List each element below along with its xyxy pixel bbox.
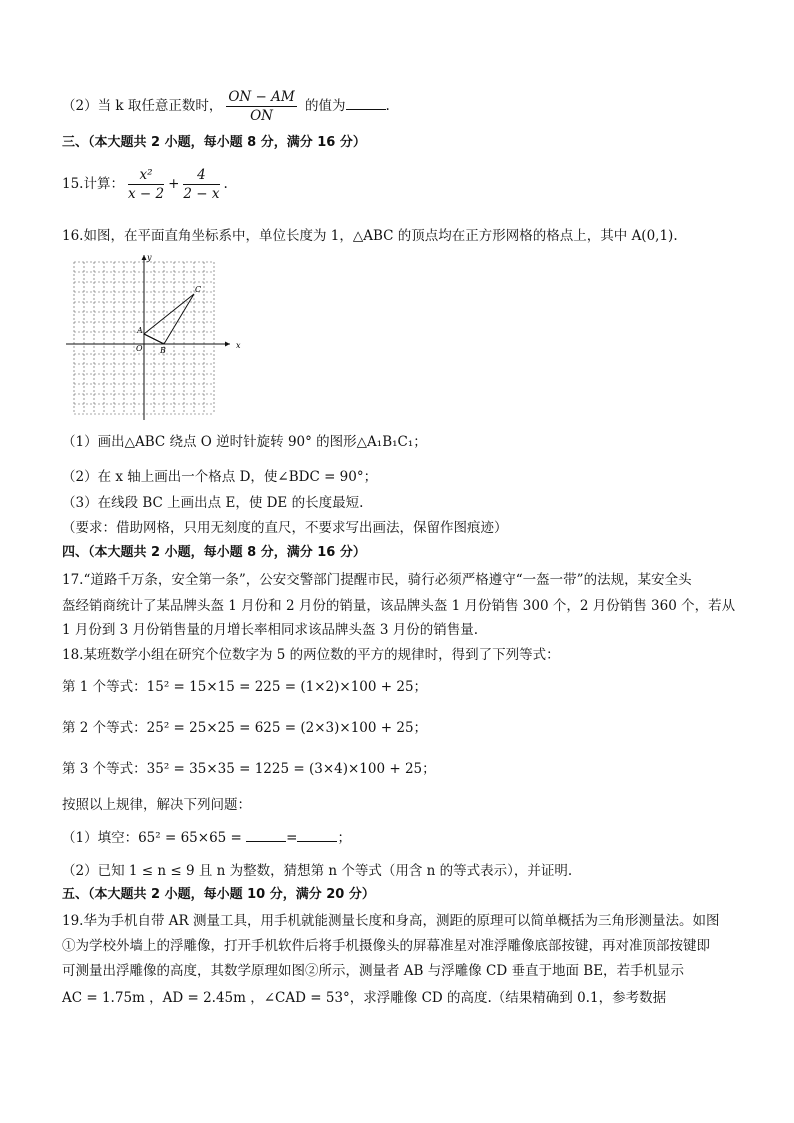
q18-blank-2 xyxy=(297,829,337,842)
q15-end: . xyxy=(223,176,228,192)
triangle-abc xyxy=(144,294,194,344)
q19-line-3: 可测量出浮雕像的高度，其数学原理如图②所示，测量者 AB 与浮雕像 CD 垂直于地面 BE，若手机显示 xyxy=(62,963,685,979)
q14-prefix: （2）当 k 取任意正数时， xyxy=(62,98,223,114)
q19-line-1: 19.华为手机自带 AR 测量工具，用手机就能测量长度和身高，测距的原理可以简单概括为三角形测量法。如图 xyxy=(62,913,720,929)
q16-item-2: （2）在 x 轴上画出一个格点 D，使∠BDC = 90°； xyxy=(62,469,378,485)
q15-plus: + xyxy=(168,176,180,192)
q14-numerator: ON − AM xyxy=(228,89,295,105)
q15-fraction-1 xyxy=(128,166,164,203)
q18-equation-2: 第 2 个等式：25² = 25×25 = 625 = (2×3)×100 + 25； xyxy=(62,720,428,736)
q14-denominator: ON xyxy=(250,108,273,124)
q15-den1: x − 2 xyxy=(127,186,165,202)
q14-part2 xyxy=(62,88,734,125)
q19-line-4: AC = 1.75m ，AD = 2.45m ，∠CAD = 53°，求浮雕像 CD 的高度.（结果精确到 0.1，参考数据 xyxy=(62,990,667,1006)
q18-part1-prefix: （1）填空：65² = 65×65 = xyxy=(62,830,247,846)
q14-end: . xyxy=(385,98,390,114)
origin-label: O xyxy=(136,344,143,353)
q18-intro: 18.某班数学小组在研究个位数字为 5 的两位数的平方的规律时，得到了下列等式： xyxy=(62,647,560,663)
q16-text: 16.如图，在平面直角坐标系中，单位长度为 1，△ABC 的顶点均在正方形网格的格点上，其中 A(0,1). xyxy=(62,228,678,244)
q18-equation-3: 第 3 个等式：35² = 35×35 = 1225 = (3×4)×100 + 25； xyxy=(62,761,436,777)
point-b-label: B xyxy=(160,346,166,355)
section-5-heading: 五、（本大题共 2 小题，每小题 10 分，满分 20 分） xyxy=(62,887,375,902)
q14-answer-blank xyxy=(346,97,386,110)
q17-line-2: 盔经销商统计了某品牌头盔 1 月份和 2 月份的销量，该品牌头盔 1 月份销售 300 个，2 月份销售 360 个，若从 xyxy=(62,598,736,614)
q15-den2: 2 − x xyxy=(183,186,220,202)
section-4-heading: 四、（本大题共 2 小题，每小题 8 分，满分 16 分） xyxy=(62,545,366,560)
q19-line-2: ①为学校外墙上的浮雕像，打开手机软件后将手机摄像头的屏幕准星对准浮雕像底部按键，再对准顶部按键即 xyxy=(62,938,710,954)
point-a-label: A xyxy=(137,326,143,335)
q16-requirement: （要求：借助网格，只用无刻度的直尺，不要求写出画法，保留作图痕迹） xyxy=(62,520,508,536)
x-axis-arrow xyxy=(225,342,230,347)
q18-part1-equals: = xyxy=(286,830,298,846)
q18-part1 xyxy=(62,828,734,848)
q17-line-1: 17.“道路千万条，安全第一条”，公安交警部门提醒市民，骑行必须严格遵守“一盔一带”的法规，某安全头 xyxy=(62,572,692,588)
q16-item-3: （3）在线段 BC 上画出点 E，使 DE 的长度最短. xyxy=(62,495,364,511)
q18-equation-1: 第 1 个等式：15² = 15×15 = 225 = (1×2)×100 + 25； xyxy=(62,679,428,695)
q18-part1-end: ； xyxy=(337,830,351,846)
q15-num2: 4 xyxy=(183,166,219,185)
q15-fraction-2 xyxy=(183,166,219,203)
q15-num1: x² xyxy=(128,166,164,185)
point-c-label: C xyxy=(195,285,202,294)
q15-label: 15.计算： xyxy=(62,176,124,192)
q18-rule: 按照以上规律，解决下列问题： xyxy=(62,797,251,813)
q18-blank-1 xyxy=(246,829,286,842)
y-axis-label: y xyxy=(147,253,152,262)
q14-fraction xyxy=(226,88,296,125)
y-axis-arrow xyxy=(142,255,147,260)
q18-part2: （2）已知 1 ≤ n ≤ 9 且 n 为整数，猜想第 n 个等式（用含 n 的等式表示），并证明. xyxy=(62,863,573,879)
q17-line-3: 1 月份到 3 月份销售量的月增长率相同求该品牌头盔 3 月份的销售量. xyxy=(62,622,479,638)
q16-item-1: （1）画出△ABC 绕点 O 逆时针旋转 90° 的图形△A₁B₁C₁； xyxy=(62,434,427,450)
q14-suffix: 的值为 xyxy=(300,98,346,114)
x-axis-label: x xyxy=(236,341,241,350)
section-3-heading: 三、（本大题共 2 小题，每小题 8 分，满分 16 分） xyxy=(62,135,366,150)
q15 xyxy=(62,166,734,203)
coordinate-grid-figure xyxy=(62,252,242,422)
